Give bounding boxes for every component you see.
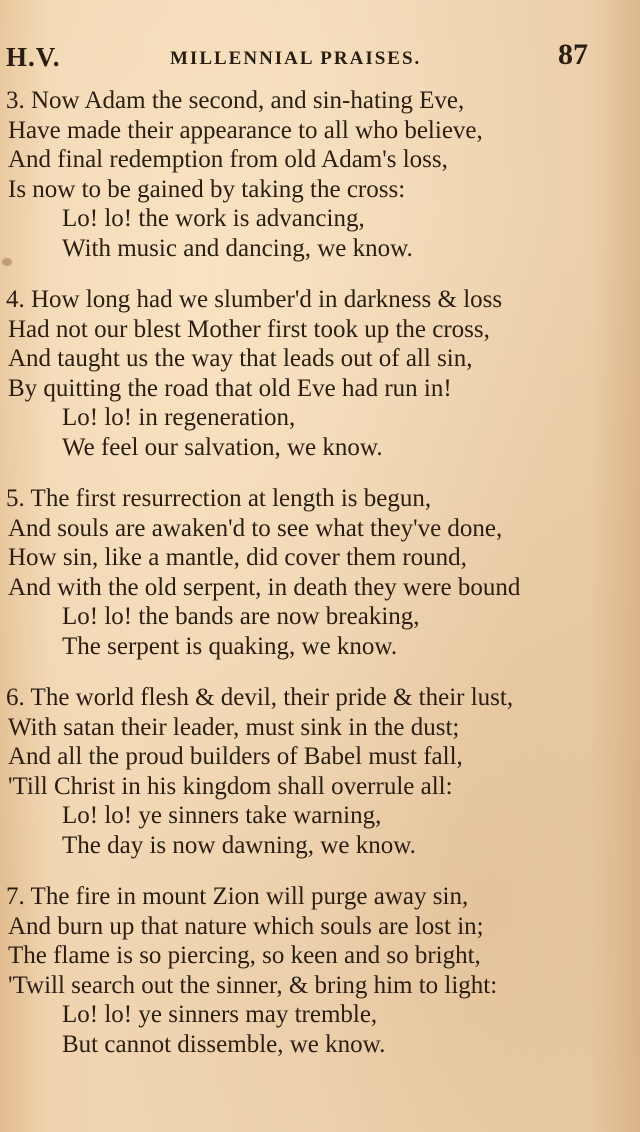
chorus-line: But cannot dissemble, we know. — [62, 1030, 386, 1058]
chorus-line: The serpent is quaking, we know. — [62, 632, 398, 660]
verse-line: How sin, like a mantle, did cover them round, — [8, 544, 467, 571]
page-number: 87 — [558, 38, 588, 71]
verse-line: Had not our blest Mother first took up the cross, — [8, 315, 490, 343]
header-left: H.V. — [6, 42, 61, 72]
verse-line: 4. How long had we slumber'd in darkness & loss — [6, 286, 503, 313]
chorus-line: With music and dancing, we know. — [62, 234, 413, 262]
running-header — [0, 38, 640, 78]
stanza — [0, 882, 640, 1059]
chorus-line: Lo! lo! ye sinners may tremble, — [62, 1001, 378, 1028]
verse-line: By quitting the road that old Eve had run in! — [8, 374, 452, 402]
verse-line: And burn up that nature which souls are lost in; — [8, 912, 484, 940]
chorus-line: We feel our salvation, we know. — [62, 433, 383, 461]
verse-line: The flame is so piercing, so keen and so bright, — [8, 942, 481, 969]
chorus-line: Lo! lo! the work is advancing, — [62, 205, 365, 232]
verse-line: And souls are awaken'd to see what they've done, — [8, 514, 503, 542]
verse-line: And final redemption from old Adam's loss, — [8, 146, 448, 173]
stanza — [0, 484, 640, 661]
verse-line: Is now to be gained by taking the cross: — [8, 175, 406, 203]
chorus-line: Lo! lo! in regeneration, — [62, 404, 296, 431]
stanza — [0, 683, 640, 860]
stanza — [0, 285, 640, 462]
chorus-line: The day is now dawning, we know. — [62, 831, 416, 859]
verse-line: Have made their appearance to all who believe, — [8, 116, 483, 144]
verse-line: And with the old serpent, in death they were bound — [8, 573, 521, 601]
verse-line: With satan their leader, must sink in the dust; — [8, 713, 460, 741]
verse-line: 5. The first resurrection at length is begun, — [6, 485, 432, 512]
verse-line: 3. Now Adam the second, and sin-hating Eve, — [6, 87, 465, 114]
verse-line: 7. The fire in mount Zion will purge away sin, — [6, 883, 469, 910]
verse-line: And all the proud builders of Babel must fall, — [8, 743, 463, 770]
header-title: MILLENNIAL PRAISES. — [170, 48, 422, 69]
verse-line: 'Twill search out the sinner, & bring him to light: — [8, 971, 498, 999]
chorus-line: Lo! lo! the bands are now breaking, — [62, 603, 420, 630]
chorus-line: Lo! lo! ye sinners take warning, — [62, 802, 382, 829]
verse-line: 6. The world flesh & devil, their pride & their lust, — [6, 684, 514, 711]
verse-line: And taught us the way that leads out of all sin, — [8, 345, 473, 372]
stanza — [0, 86, 640, 263]
verse-line: 'Till Christ in his kingdom shall overrule all: — [8, 772, 453, 800]
hymn-verses — [0, 86, 640, 1081]
